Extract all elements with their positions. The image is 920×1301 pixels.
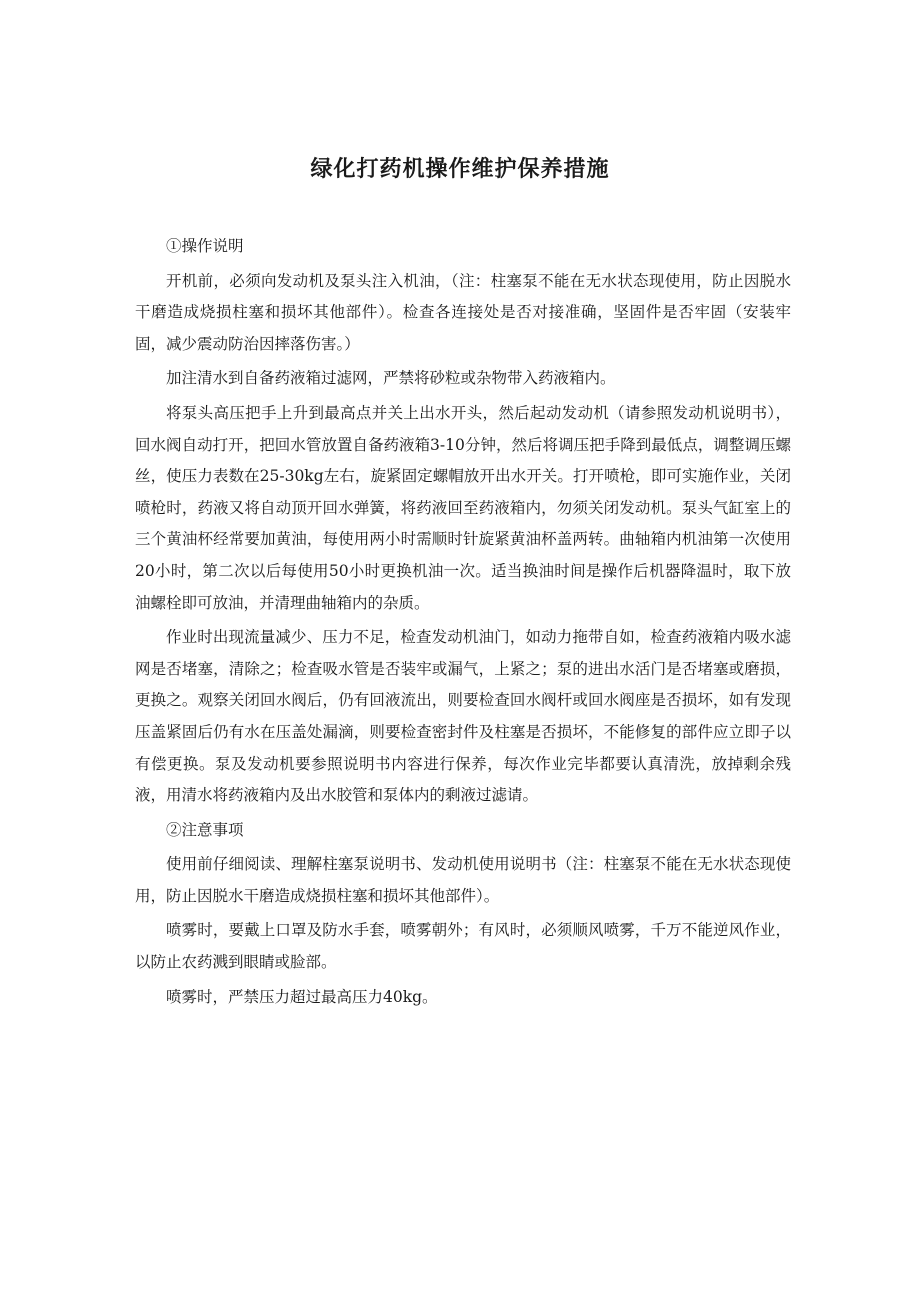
paragraph-pressure-adjust: 将泵头高压把手上升到最高点并关上出水开头，然后起动发动机（请参照发动机说明书），回水阀自动打开，把回水管放置自备药液箱3-10分钟，然后将调压把手降到最低点，调整调压螺丝，使压力表数在25-30kg左右，旋紧固定螺帽放开出水开关。打开喷枪，即可实施作业，关闭喷枪时，药液又将自动顶开回水弹簧，将药液回至药液箱内，勿须关闭发动机。泵头气缸室上的三个黄油杯经常要加黄油，每使用两小时需顺时针旋紧黄油杯盖两转。曲轴箱内机油第一次使用20小时，第二次以后每使用50小时更换机油一次。适当换油时间是操作后机器降温时，取下放油螺栓即可放油，并清理曲轴箱内的杂质。: [135, 403, 791, 612]
paragraph-startup: 开机前，必须向发动机及泵头注入机油，（注：柱塞泵不能在无水状态现使用，防止因脱水干磨造成烧损柱塞和损坏其他部件）。检查各连接处是否对接准确，坚固件是否牢固（安装牢固，减少震动防治因摔落伤害。）: [135, 271, 791, 353]
document-title: 绿化打药机操作维护保养措施: [310, 157, 610, 182]
paragraph-read-manual: 使用前仔细阅读、理解柱塞泵说明书、发动机使用说明书（注：柱塞泵不能在无水状态现使用，防止因脱水干磨造成烧损柱塞和损坏其他部件）。: [135, 855, 791, 905]
paragraph-protection: 喷雾时，要戴上口罩及防水手套，喷雾朝外；有风时，必须顺风喷雾，千万不能逆风作业，以防止农药溅到眼睛或脸部。: [135, 921, 791, 972]
paragraph-troubleshooting: 作业时出现流量减少、压力不足，检查发动机油门，如动力拖带自如，检查药液箱内吸水滤网是否堵塞，清除之；检查吸水管是否装牢或漏气，上紧之；泵的进出水活门是否堵塞或磨损，更换之。观察关闭回水阀后，仍有回液流出，则要检查回水阀杆或回水阀座是否损坏，如有发现压盖紧固后仍有水在压盖处漏滴，则要检查密封件及柱塞是否损坏，不能修复的部件应立即子以有偿更换。泵及发动机要参照说明书内容进行保养，每次作业完毕都要认真清洗，放掉剩余残液，用清水将药液箱内及出水胶管和泵体内的剩液过滤请。: [135, 628, 791, 805]
document-body: [135, 231, 791, 1016]
section-heading-operation: ①操作说明: [166, 237, 244, 255]
paragraph-fill-water: 加注清水到自备药液箱过滤网，严禁将砂粒或杂物带入药液箱内。: [166, 369, 616, 388]
paragraph-max-pressure: 喷雾时，严禁压力超过最高压力40kg。: [166, 987, 438, 1006]
section-heading-precautions: ②注意事项: [166, 820, 244, 839]
